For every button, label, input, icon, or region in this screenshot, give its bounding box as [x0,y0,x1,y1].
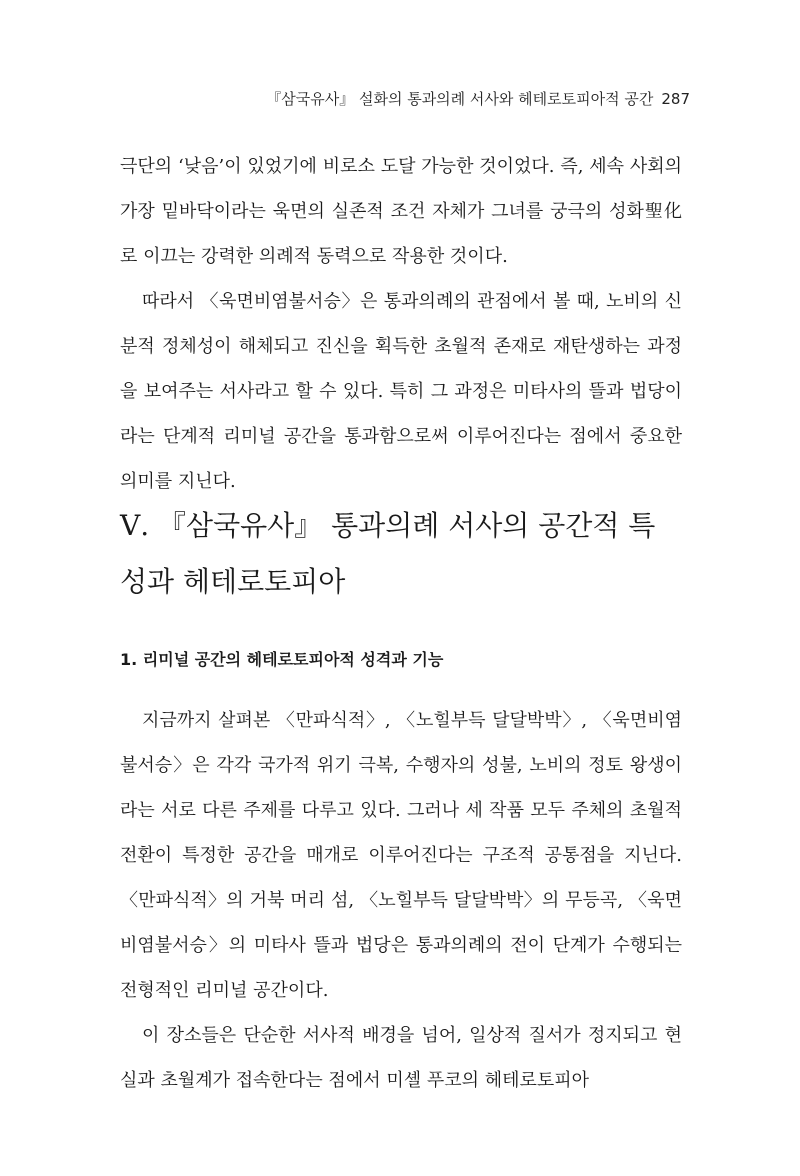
running-head-title: 『삼국유사』 설화의 통과의례 서사와 헤테로토피아적 공간 [266,90,654,108]
body-text-top [120,144,682,504]
paragraph: 극단의 ‘낮음’이 있었기에 비로소 도달 가능한 것이었다. 즉, 세속 사회의 가장 밑바닥이라는 욱면의 실존적 조건 자체가 그녀를 궁극의 성화聖化로 이끄는 강력한 의례적 동력으로 작용한 것이다. [120,156,682,267]
paragraph: 지금까지 살펴본 〈만파식적〉, 〈노힐부득 달달박박〉, 〈욱면비염불서승〉은 각각 국가적 위기 극복, 수행자의 성불, 노비의 정토 왕생이라는 서로 다른 주제를 다루고 있다. 그러나 세 작품 모두 주체의 초월적 전환이 특정한 공간을 매개로 이루어진다는 구조적 공통점을 지닌다. 〈만파식적〉의 거북 머리 섬, 〈노힐부득 달달박박〉의 무등곡, 〈욱면비염불서승〉의 미타사 뜰과 법당은 통과의례의 전이 단계가 수행되는 전형적인 리미널 공간이다. [120,710,682,1001]
subsection-title: 1. 리미널 공간의 헤테로토피아적 성격과 기능 [120,650,444,669]
body-text-bottom [120,698,682,1103]
paragraph: 이 장소들은 단순한 서사적 배경을 넘어, 일상적 질서가 정지되고 현실과 초월계가 접속한다는 점에서 미셸 푸코의 헤테로토피아 [120,1025,682,1091]
running-head [266,88,690,109]
section-title: Ⅴ. 『삼국유사』 통과의례 서사의 공간적 특성과 헤테로토피아 [120,509,656,598]
page-number: 287 [661,90,690,108]
paragraph: 따라서 〈욱면비염불서승〉은 통과의례의 관점에서 볼 때, 노비의 신분적 정체성이 해체되고 진신을 획득한 초월적 존재로 재탄생하는 과정을 보여주는 서사라고 할 수 있다. 특히 그 과정은 미타사의 뜰과 법당이라는 단계적 리미널 공간을 통과함으로써 이루어진다는 점에서 중요한 의미를 지닌다. [120,291,682,492]
